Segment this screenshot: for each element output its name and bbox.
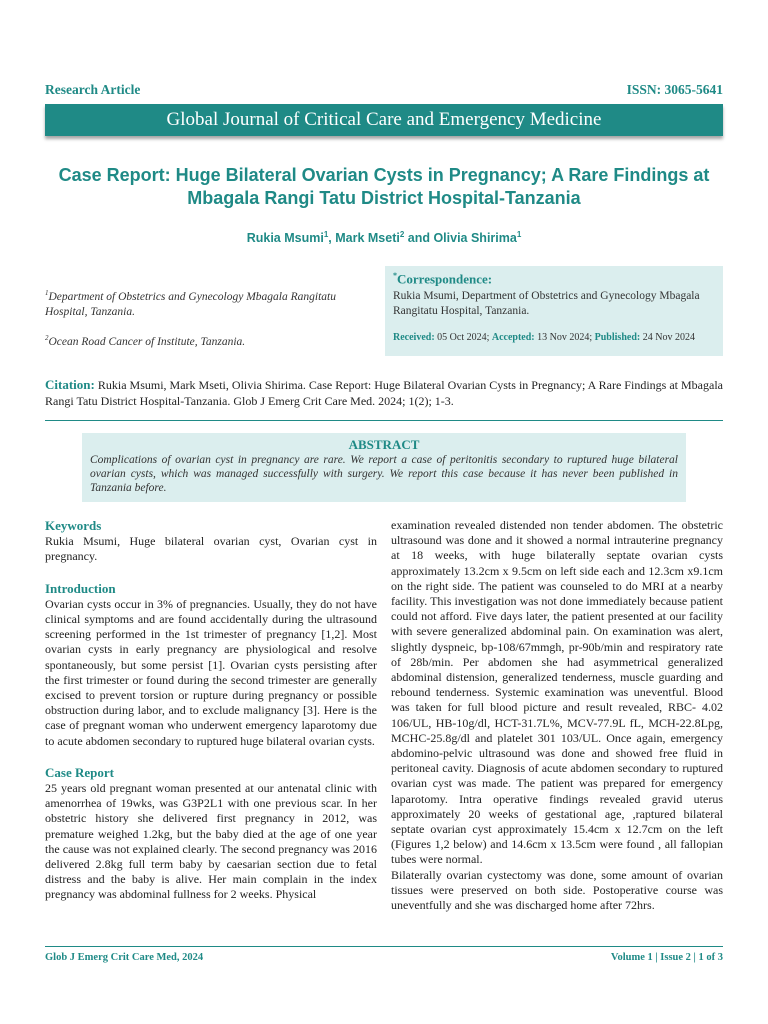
keywords-text: Rukia Msumi, Huge bilateral ovarian cyst, Ovarian cyst in pregnancy. <box>45 534 377 564</box>
author-sup: 2 <box>399 230 405 239</box>
case-report-continued: examination revealed distended non tender abdomen. The obstetric ultrasound was done and it showed a normal intrauterine pregnancy at 18 weeks, with huge bilaterally septate ovarian cysts approximately 13.2cm x 9.5cm on left side each and 12.3cm x9.1cm on the right side. The patient was counseled to do MRI at a nearby facility. This investigation was not done immediately because patient could not afford. Five days later, the patient presented at our facility with severe generalized abdominal pain. On examination was alert, slightly dyspneic, bp-108/67mmgh, pr-90b/min and respiratory rate of 28b/min. Per abdomen she had asymmetrical generalized abdominal distension, generalized tenderness, muscle guarding and rebound tenderness. Systemic examination was uneventful. Blood was taken for full blood picture and result revealed, RBC- 4.02 106/UL, HB-10g/dl, HCT-31.7L%, MCV-77.9L fL, MCH-22.8Lpg, MCHC-25.8g/dl and platelet 301 103/UL. Once again, emergency abdomino-pelvic ultrasound was done and showed free fluid in peritoneal cavity. Diagnosis of acute abdomen secondary to ruptured ovarian cyst was made. The patient was prepared for emergency laparotomy. Intra operative findings revealed gravid uterus approximately 20 weeks of gestational age, ,raptured bilateral septate ovarian cyst approximately 15.4cm x 12.7cm on the left (Figures 1,2 below) and 14.6cm x 13.5cm were found , all fallopian tubes were normal. <box>391 518 723 867</box>
author-sup: 1 <box>323 230 329 239</box>
abstract-text: Complications of ovarian cyst in pregnancy are rare. We report a case of peritonitis secondary to ruptured huge bilateral ovarian cysts, which was managed successfully with surgery. We report this case because it has never been published in Tanzania before. <box>90 454 678 494</box>
abstract-box <box>82 433 686 502</box>
author-sup: 1 <box>516 230 522 239</box>
accepted-date: 13 Nov 2024; <box>537 332 593 344</box>
affiliation-item: $^1$Department of Obstetrics and Gynecology Mbagala Rangitatu Hospital, Tanzania. <box>45 289 336 318</box>
footer-journal: Glob J Emerg Crit Care Med, 2024 <box>45 952 204 963</box>
author-name: Olivia Shirima <box>433 231 517 246</box>
footer <box>45 952 723 963</box>
introduction-text: Ovarian cysts occur in 3% of pregnancies. Usually, they do not have clinical symptoms and are found accidentally during the ultrasound screening performed in the 1st trimester of pregnancy [1,2]. Most ovarian cysts in early pregnancy are physiological and resolve spontaneously, but some persist [1]. Ovarian cysts persisting after the first trimester or found during the second trimester are generally excised to prevent torsion or rupture during pregnancy or possible obstruction during labor, and to exclude malignancy [3]. Here is the case of pregnant woman who underwent emergency laparotomy due to acute abdomen secondary to ruptured huge bilateral ovarian cysts. <box>45 596 377 748</box>
citation: Citation: Rukia Msumi, Mark Mseti, Olivia Shirima. Case Report: Huge Bilateral Ovarian Cysts in Pregnancy; A Rare Findings at Mbagala Rangi Tatu District Hospital-Tanzania. Glob J Emerg Crit Care Med. 2024; 1(2); 1-3. <box>45 377 723 408</box>
footer-divider <box>45 946 723 947</box>
left-column <box>45 518 377 903</box>
correspondence-box <box>385 266 723 356</box>
correspondence-title: *Correspondence: <box>393 271 493 287</box>
article-type: Research Article <box>45 82 141 97</box>
case-report-text: 25 years old pregnant woman presented at our antenatal clinic with amenorrhea of 19wks, was G3P2L1 with one previous scar. In her obstetric history she delivered first pregnancy in 2012, was premature weighed 1.2kg, but the baby died at the age of one year the cause was not explained clearly. The second pregnancy was 2016 delivered 2.8kg full term baby by caesarian section due to fetal distress and the baby is alive. Her main complain in the index pregnancy was abdominal fullness for 2 weeks. Physical <box>45 781 377 902</box>
publication-dates: Received: 05 Oct 2024; Accepted: 13 Nov 2024; Published: 24 Nov 2024 <box>393 332 695 344</box>
abstract-heading: ABSTRACT <box>348 437 420 452</box>
divider <box>45 420 723 421</box>
journal-banner: Global Journal of Critical Care and Emergency Medicine <box>45 104 723 136</box>
right-column <box>391 518 723 913</box>
introduction-heading: Introduction <box>45 580 116 596</box>
article-title: Case Report: Huge Bilateral Ovarian Cysts in Pregnancy; A Rare Findings at Mbagala Rangi Tatu District Hospital-Tanzania <box>58 165 710 208</box>
case-report-heading: Case Report <box>45 764 114 780</box>
affiliations <box>45 286 375 361</box>
correspondence-text: Rukia Msumi, Department of Obstetrics and Gynecology Mbagala Rangitatu Hospital, Tanzania. <box>393 290 700 318</box>
case-report-outcome: Bilaterally ovarian cystectomy was done, some amount of ovarian tissues were preserved on both side. Postoperative course was uneventfully and she was discharged home after 72hrs. <box>391 867 723 913</box>
author-name: Mark Mseti <box>335 231 400 246</box>
keywords-heading: Keywords <box>45 518 102 533</box>
published-date: 24 Nov 2024 <box>642 332 695 344</box>
issn: ISSN: 3065-5641 <box>626 82 723 97</box>
footer-page-info: Volume 1 | Issue 2 | 1 of 3 <box>610 952 723 963</box>
header-row <box>45 82 723 100</box>
affiliation-item: $^2$Ocean Road Cancer of Institute, Tanzania. <box>45 333 246 348</box>
received-date: 05 Oct 2024; <box>437 332 490 344</box>
author-list: Rukia Msumi$^1$, Mark Mseti$^2$ and Olivia Shirima$^1$ <box>246 230 522 246</box>
author-name: Rukia Msumi <box>246 231 324 246</box>
